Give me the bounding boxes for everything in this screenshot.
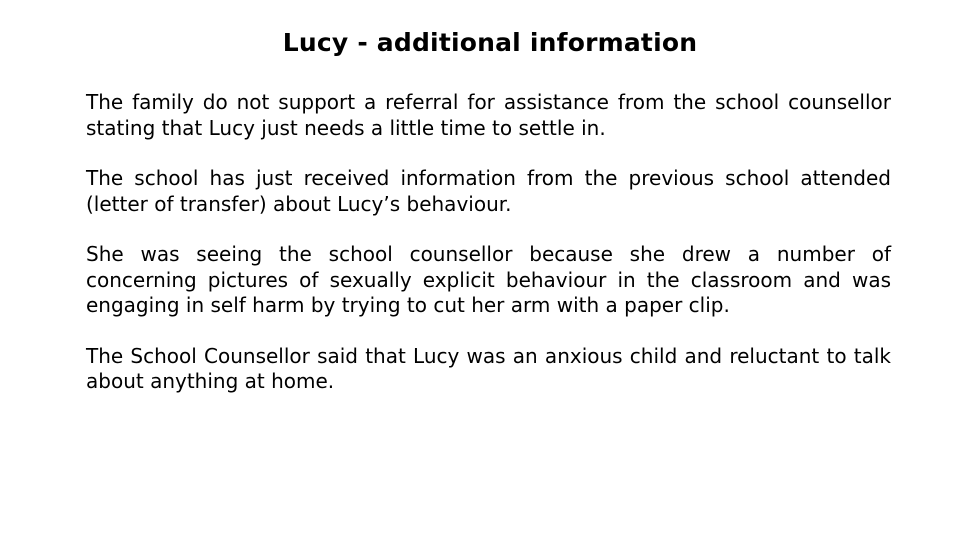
paragraph-counsellor-statement: The School Counsellor said that Lucy was an anxious child and reluctant to talk about anything at home.	[86, 343, 891, 393]
slide-title: Lucy - additional information	[282, 28, 698, 57]
paragraph-counsellor-reason: She was seeing the school counsellor because she drew a number of concerning pictures of sexually explicit behaviour in the classroom and was engaging in self harm by trying to cut her arm with a paper clip.	[86, 242, 891, 317]
slide-body	[86, 90, 891, 420]
paragraph-family-referral: The family do not support a referral for assistance from the school counsellor stating that Lucy just needs a little time to settle in.	[86, 90, 891, 140]
paragraph-transfer-letter: The school has just received information from the previous school attended (letter of transfer) about Lucy’s behaviour.	[86, 166, 891, 216]
